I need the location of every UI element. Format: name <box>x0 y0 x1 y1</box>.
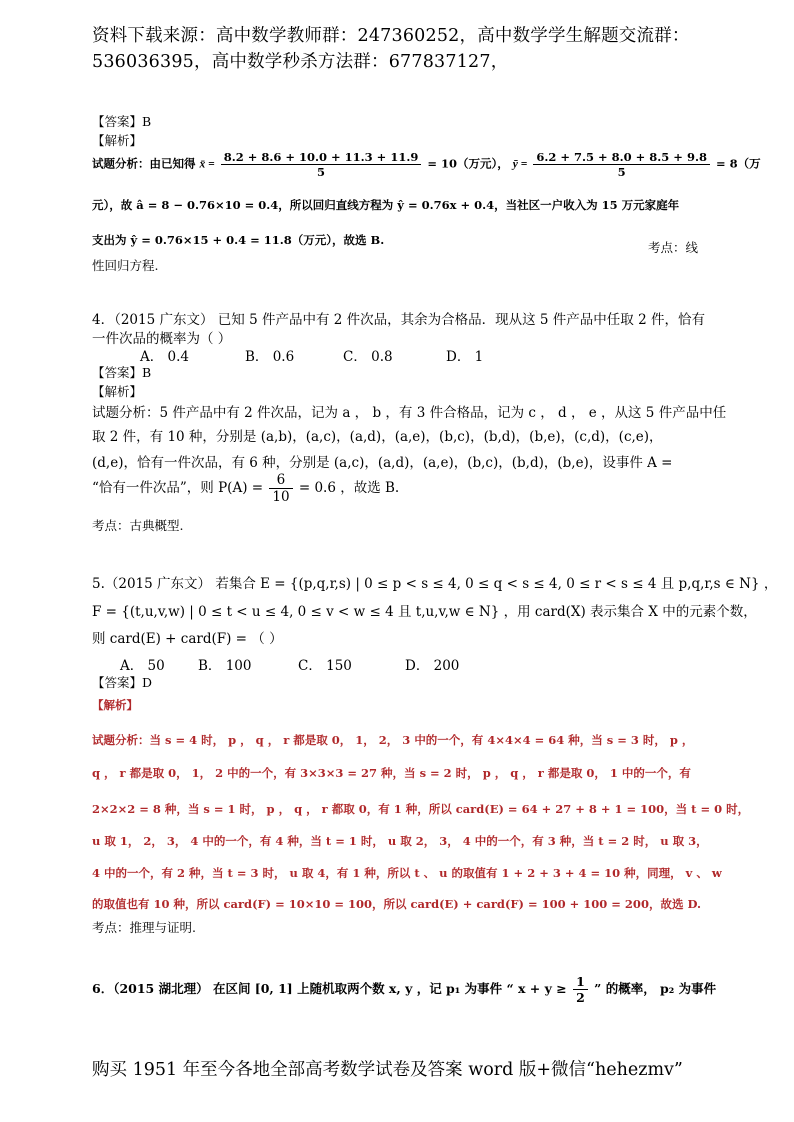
q6-stem-text-a: 6．（2015 湖北理） 在区间 [0, 1] 上随机取两个数 x, y ，记 p₁ 为事件 “ x + y ≥ <box>92 981 567 996</box>
footer-ad: 购买 1951 年至今各地全部高考数学试卷及答案 word 版+微信“hehezmv” <box>92 1060 683 1080</box>
q3-analysis-line-1 <box>92 150 761 179</box>
q4-option-b: B． 0.6 <box>245 349 295 365</box>
q5-stem-line-3: 则 card(E) + card(F) = （ ） <box>92 631 283 647</box>
q3-kaodian-b: 性回归方程. <box>92 258 159 273</box>
q4-answer: 【答案】B <box>92 365 152 380</box>
q3-frac1-numerator: 8.2 + 8.6 + 10.0 + 11.3 + 11.9 <box>221 150 422 165</box>
q6-stem <box>92 974 716 1005</box>
q3-l1-text-b: = 10（万元）， <box>427 156 509 171</box>
q4-analysis-line-2: 取 2 件，有 10 种，分别是 (a,b)，(a,c)，(a,d)，(a,e)，(b,c)，(b,d)，(b,e)，(c,d)，(c,e)， <box>92 429 663 445</box>
q4-analysis-line-1: 试题分析：5 件产品中有 2 件次品，记为 a ， b ，有 3 件合格品，记为 c ， d ， e ，从这 5 件产品中任 <box>92 405 727 421</box>
q5-option-a: A． 50 <box>120 658 165 674</box>
q4-analysis-line-3: (d,e)，恰有一件次品，有 6 种，分别是 (a,c)，(a,d)，(a,e)，(b,c)，(b,d)，(b,e)，设事件 A = <box>92 455 673 471</box>
q3-frac2-denominator: 5 <box>617 165 626 179</box>
q5-option-c: C． 150 <box>298 658 352 674</box>
q3-l1-xbar: x̄ = <box>199 158 215 171</box>
q3-analysis-label: 【解析】 <box>92 133 143 148</box>
q4-analysis-label: 【解析】 <box>92 384 143 399</box>
q3-frac2-numerator: 6.2 + 7.5 + 8.0 + 8.5 + 9.8 <box>533 150 710 165</box>
q6-stem-text-b: ” 的概率， p₂ 为事件 <box>594 981 717 996</box>
q4-probability-fraction <box>269 472 292 505</box>
q5-analysis-line-1: 试题分析：当 s = 4 时， p ， q ， r 都是取 0， 1， 2， 3 中的一个，有 4×4×4 = 64 种，当 s = 3 时， p ， <box>92 733 694 747</box>
q4-option-c: C． 0.8 <box>343 349 393 365</box>
q3-kaodian-a: 考点：线 <box>648 240 699 255</box>
q4-l4-text-a: “恰有一件次品”，则 P(A) = <box>92 480 264 496</box>
q5-answer: 【答案】D <box>92 675 153 690</box>
q5-analysis-line-2: q ， r 都是取 0， 1， 2 中的一个，有 3×3×3 = 27 种，当 s = 2 时， p ， q ， r 都是取 0， 1 中的一个，有 <box>92 766 691 780</box>
q5-analysis-line-4: u 取 1， 2， 3， 4 中的一个，有 4 种，当 t = 1 时， u 取 2， 3， 4 中的一个，有 3 种，当 t = 2 时， u 取 3， <box>92 834 708 848</box>
q5-option-b: B． 100 <box>198 658 252 674</box>
q5-analysis-line-6: 的取值也有 10 种，所以 card(F) = 10×10 = 100，所以 card(E) + card(F) = 100 + 100 = 200，故选 D. <box>92 897 702 911</box>
q3-l1-fraction-y <box>533 150 710 179</box>
q6-frac-denominator: 2 <box>576 990 585 1005</box>
q5-option-d: D． 200 <box>405 658 460 674</box>
header-line-1: 资料下载来源：高中数学教师群：247360252，高中数学学生解题交流群： <box>92 26 690 46</box>
q3-analysis-line-2: 元），故 â = 8 − 0.76×10 = 0.4，所以回归直线方程为 ŷ = 0.76x + 0.4，当社区一户收入为 15 万元家庭年 <box>92 198 680 212</box>
header-line-2: 536036395，高中数学秒杀方法群：677837127， <box>92 52 509 72</box>
q4-kaodian: 考点：古典概型. <box>92 518 184 533</box>
q4-l4-text-b: = 0.6 ，故选 B. <box>298 480 400 496</box>
q4-stem-line-1: 4．（2015 广东文） 已知 5 件产品中有 2 件次品，其余为合格品．现从这 5 件产品中任取 2 件，恰有 <box>92 312 705 328</box>
q4-frac-numerator: 6 <box>269 472 292 489</box>
q4-analysis-line-4 <box>92 472 399 505</box>
q3-l1-text-c: = 8（万 <box>715 156 761 171</box>
q5-kaodian: 考点：推理与证明. <box>92 920 196 935</box>
q5-analysis-label: 【解析】 <box>92 698 138 712</box>
q4-option-a: A． 0.4 <box>140 349 190 365</box>
q3-answer: 【答案】B <box>92 114 152 129</box>
q5-analysis-line-3: 2×2×2 = 8 种，当 s = 1 时， p ， q ， r 都取 0，有 1 种，所以 card(E) = 64 + 27 + 8 + 1 = 100，当 t = 0 时， <box>92 802 750 816</box>
q3-analysis-line-3: 支出为 ŷ = 0.76×15 + 0.4 = 11.8（万元），故选 B. <box>92 233 385 247</box>
q6-frac-numerator: 1 <box>573 974 588 990</box>
q4-option-d: D． 1 <box>446 349 484 365</box>
q4-stem-line-2: 一件次品的概率为（ ） <box>92 331 232 347</box>
q4-frac-denominator: 10 <box>272 489 290 505</box>
q6-half-fraction <box>573 974 588 1005</box>
q3-frac1-denominator: 5 <box>317 165 326 179</box>
q3-l1-text-a: 试题分析：由已知得 <box>92 156 196 171</box>
q5-stem-line-1: 5.（2015 广东文） 若集合 E = {(p,q,r,s) | 0 ≤ p < s ≤ 4, 0 ≤ q < s ≤ 4, 0 ≤ r < s ≤ 4 且 p,q,r,s ∈ N} ， <box>92 576 778 592</box>
q3-l1-fraction-x <box>221 150 422 179</box>
q5-stem-line-2: F = {(t,u,v,w) | 0 ≤ t < u ≤ 4, 0 ≤ v < w ≤ 4 且 t,u,v,w ∈ N} ，用 card(X) 表示集合 X 中的元素个数， <box>92 604 757 620</box>
q3-l1-ybar: ȳ = <box>512 158 528 171</box>
q5-analysis-line-5: 4 中的一个，有 2 种，当 t = 3 时， u 取 4，有 1 种，所以 t 、 u 的取值有 1 + 2 + 3 + 4 = 10 种，同理， v 、 w <box>92 866 722 880</box>
